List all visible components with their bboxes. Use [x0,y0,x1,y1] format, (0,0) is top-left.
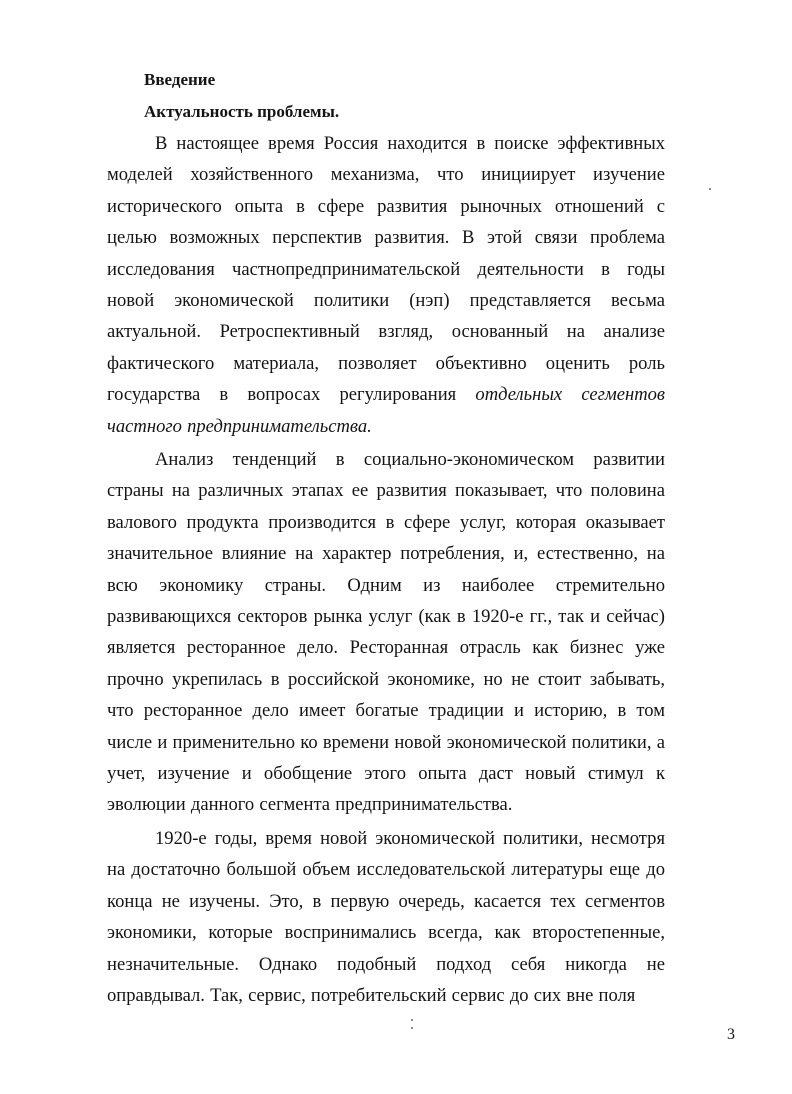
paragraph-3: 1920-е годы, время новой экономической политики, несмотря на достаточно большой объем исследовательской литературы еще до конца не изучены. Это, в первую очередь, касается тех сегментов экономики, которые воспринимались всегда, как второстепенные, незначительные. Однако подобный подход себя никогда не оправдывал. Так, сервис, потребительский сервис до сих вне поля [107,828,665,1007]
section-heading-relevance: Актуальность проблемы. [144,102,340,121]
paragraph-1-text: В настоящее время Россия находится в поиске эффективных моделей хозяйственного механизма, что инициирует изучение исторического опыта в сфере развития рыночных отношений с целью возможных перспектив развития. В этой связи проблема исследования частнопредпринимательской деятельности в годы новой экономической политики (нэп) представляется весьма актуальной. Ретроспективный взгляд, основанный на анализе фактического материала, позволяет объективно оценить роль государства в вопросах регулирования [107,133,665,406]
page-number: 3 [727,1026,735,1043]
scan-speck [709,188,711,190]
paragraph-1-italic-text: отдельных сегментов частного предпринимательства. [107,384,665,437]
paragraph-2: Анализ тенденций в социально-экономическом развитии страны на различных этапах ее развития показывает, что половина валового продукта производится в сфере услуг, которая оказывает значительное влияние на характер потребления, и, естественно, на всю экономику страны. Одним из наиболее стремительно развивающихся секторов рынка услуг (как в 1920-е гг., так и сейчас) является ресторанное дело. Ресторанная отрасль как бизнес уже прочно укрепилась в российской экономике, но не стоит забывать, что ресторанное дело имеет богатые традиции и историю, в том числе и применительно ко времени новой экономической политики, а учет, изучение и обобщение этого опыта даст новый стимул к эволюции данного сегмента предпринимательства. [107,449,665,816]
scan-speck [411,1019,413,1021]
scan-speck [411,1027,413,1029]
paragraph-1 [107,128,665,442]
section-heading-intro: Введение [144,70,216,89]
